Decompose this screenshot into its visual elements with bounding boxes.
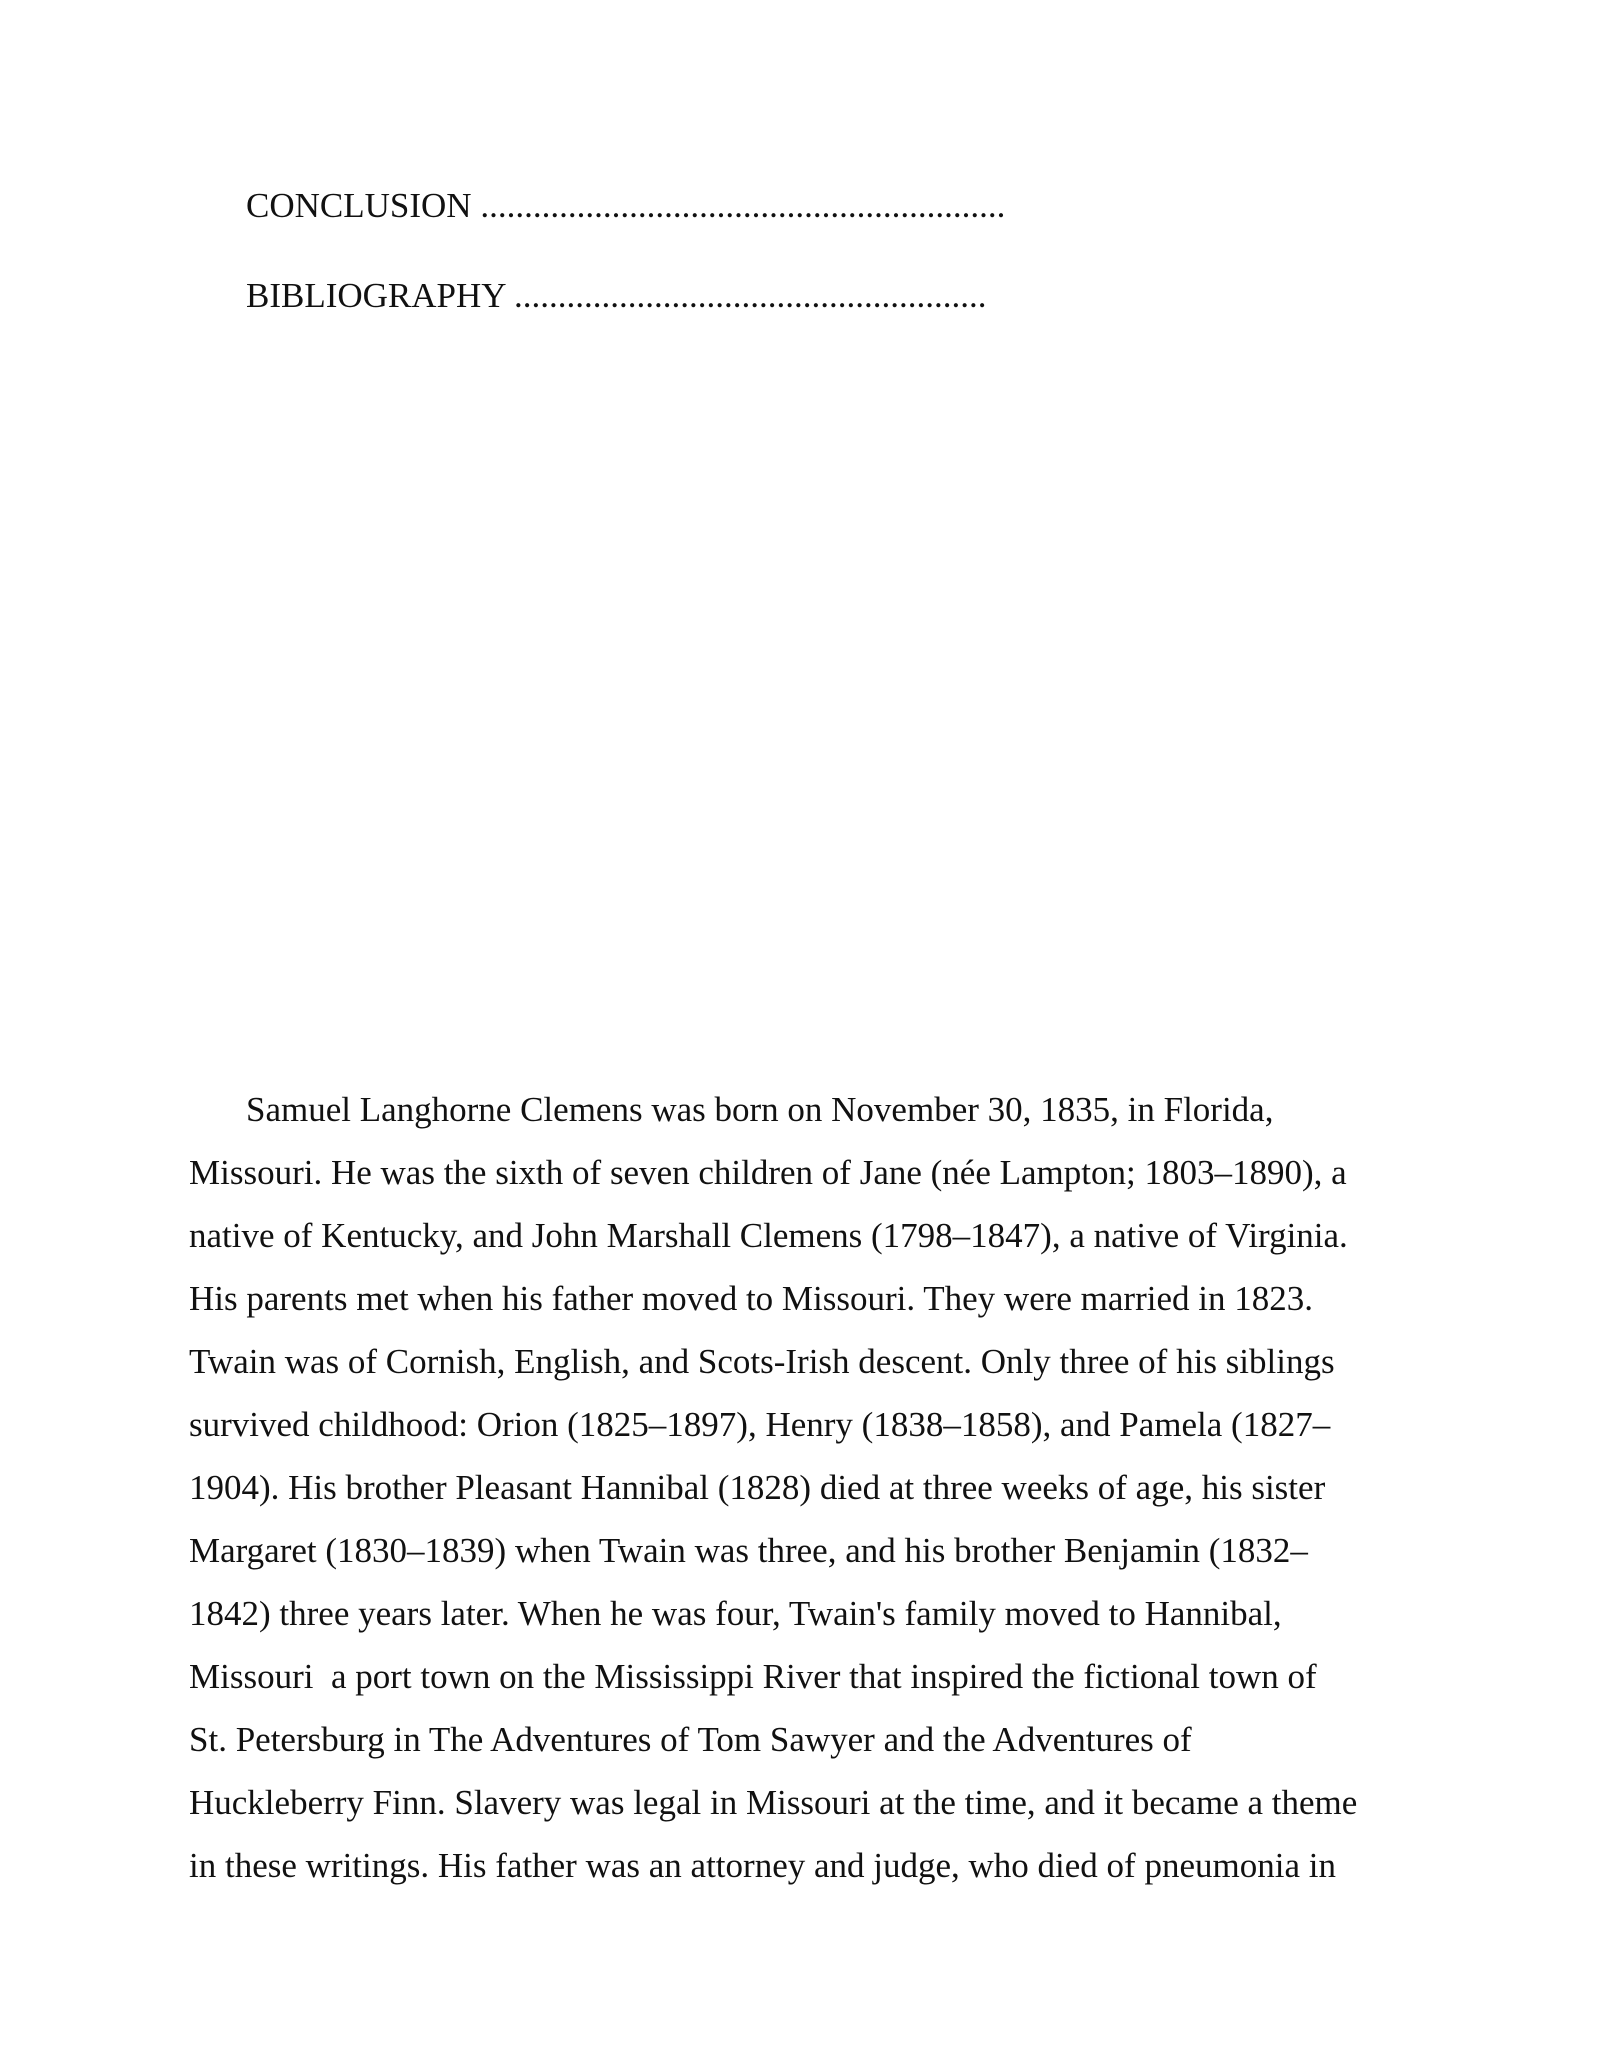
paragraph-line: Missouri. He was the sixth of seven children of Jane (née Lampton; 1803–1890), a: [189, 1153, 1347, 1192]
paragraph-line: Twain was of Cornish, English, and Scots-Irish descent. Only three of his siblings: [189, 1342, 1335, 1381]
toc-entry-title: BIBLIOGRAPHY: [246, 276, 506, 315]
paragraph-line: survived childhood: Orion (1825–1897), Henry (1838–1858), and Pamela (1827–: [189, 1405, 1331, 1444]
toc-dot-leader: ......................................................: [505, 276, 987, 315]
paragraph-line: St. Petersburg in The Adventures of Tom Sawyer and the Adventures of: [189, 1720, 1192, 1759]
body-paragraph: [189, 1078, 1429, 1897]
toc-entry-conclusion: [246, 186, 1346, 226]
toc-entry-bibliography: [246, 276, 1346, 316]
paragraph-line: Huckleberry Finn. Slavery was legal in Missouri at the time, and it became a theme: [189, 1783, 1358, 1822]
paragraph-line: Missouri a port town on the Mississippi River that inspired the fictional town of: [189, 1657, 1317, 1696]
toc-dot-leader: ............................................................: [471, 186, 1006, 225]
table-of-contents: [246, 186, 1346, 366]
paragraph-line: in these writings. His father was an attorney and judge, who died of pneumonia in: [189, 1846, 1336, 1885]
paragraph-line: Margaret (1830–1839) when Twain was three, and his brother Benjamin (1832–: [189, 1531, 1308, 1570]
paragraph-line: 1904). His brother Pleasant Hannibal (1828) died at three weeks of age, his sister: [189, 1468, 1326, 1507]
paragraph-line: Samuel Langhorne Clemens was born on November 30, 1835, in Florida,: [246, 1090, 1274, 1129]
paragraph-line: native of Kentucky, and John Marshall Clemens (1798–1847), a native of Virginia.: [189, 1216, 1348, 1255]
toc-entry-title: CONCLUSION: [246, 186, 472, 225]
paragraph-line: 1842) three years later. When he was four, Twain's family moved to Hannibal,: [189, 1594, 1282, 1633]
paragraph-line: His parents met when his father moved to Missouri. They were married in 1823.: [189, 1279, 1313, 1318]
